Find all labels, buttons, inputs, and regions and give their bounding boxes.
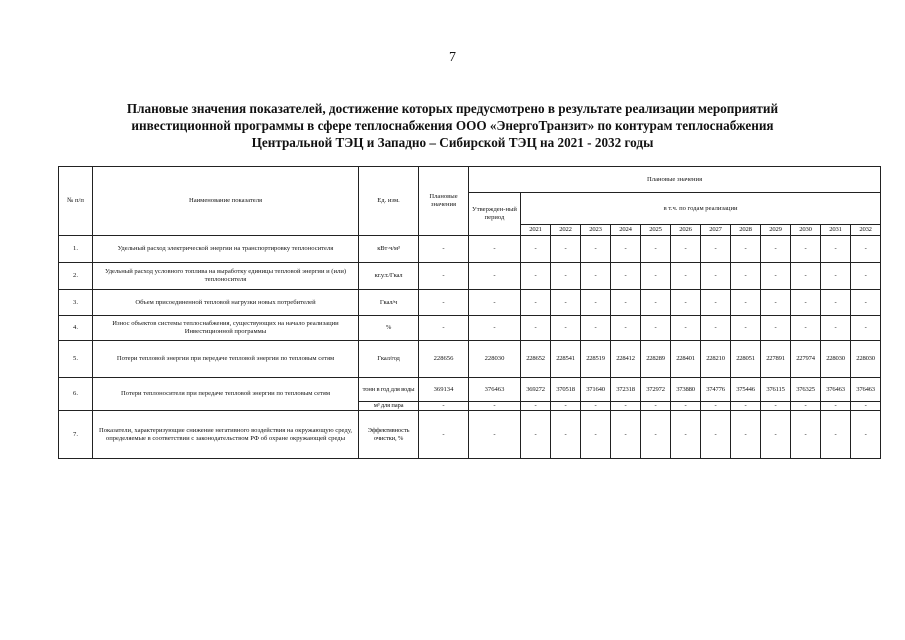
year-value: - <box>791 411 821 459</box>
year-value: 228541 <box>551 341 581 378</box>
unit-cell: м³ для пара <box>359 402 419 411</box>
year-value: 228401 <box>671 341 701 378</box>
year-value: - <box>731 402 761 411</box>
title-line-2: инвестиционной программы в сфере теплоснабжения ООО «ЭнергоТранзит» по контурам теплоснабжения <box>131 118 774 133</box>
year-value: - <box>701 263 731 290</box>
indicator-name: Потери тепловой энергии при передаче тепловой энергии по тепловым сетям <box>93 341 359 378</box>
year-value: - <box>671 411 701 459</box>
indicator-name: Удельный расход условного топлива на выработку единицы тепловой энергии и (или) теплоносителя <box>93 263 359 290</box>
year-value: - <box>641 236 671 263</box>
page-title <box>60 100 845 151</box>
table-row <box>59 411 881 459</box>
row-number: 5. <box>59 341 93 378</box>
year-value: - <box>701 402 731 411</box>
year-value: - <box>581 236 611 263</box>
year-value: 227891 <box>761 341 791 378</box>
year-value: 376463 <box>821 378 851 402</box>
planned-value: - <box>419 316 469 341</box>
indicator-name: Потери теплоносителя при передаче тепловой энергии по тепловым сетям <box>93 378 359 411</box>
year-value: 374776 <box>701 378 731 402</box>
year-value: - <box>611 402 641 411</box>
year-value: 372972 <box>641 378 671 402</box>
year-value: - <box>521 402 551 411</box>
year-value: - <box>521 316 551 341</box>
year-value: - <box>791 402 821 411</box>
year-value: - <box>701 411 731 459</box>
year-value: 228412 <box>611 341 641 378</box>
year-value: - <box>821 263 851 290</box>
year-value: 369272 <box>521 378 551 402</box>
year-value: - <box>851 263 881 290</box>
year-value: - <box>551 263 581 290</box>
header-year: 2027 <box>701 225 731 236</box>
title-line-3: Центральной ТЭЦ и Западно – Сибирской ТЭЦ на 2021 - 2032 годы <box>251 135 654 150</box>
year-value: - <box>701 316 731 341</box>
year-value: 371640 <box>581 378 611 402</box>
approved-period-value: - <box>469 236 521 263</box>
year-value: - <box>761 316 791 341</box>
year-value: 372318 <box>611 378 641 402</box>
year-value: - <box>731 316 761 341</box>
year-value: - <box>641 411 671 459</box>
year-value: - <box>761 236 791 263</box>
approved-period-value: - <box>469 263 521 290</box>
unit-cell: % <box>359 316 419 341</box>
year-value: - <box>641 316 671 341</box>
year-value: - <box>791 290 821 316</box>
header-by-years: в т.ч. по годам реализации <box>521 193 881 225</box>
row-number: 4. <box>59 316 93 341</box>
year-value: - <box>521 411 551 459</box>
year-value: - <box>551 411 581 459</box>
indicator-name: Объем присоединенной тепловой нагрузки новых потребителей <box>93 290 359 316</box>
year-value: - <box>641 402 671 411</box>
year-value: - <box>641 263 671 290</box>
year-value: - <box>821 411 851 459</box>
year-value: - <box>581 316 611 341</box>
year-value: - <box>611 236 641 263</box>
year-value: - <box>851 411 881 459</box>
year-value: - <box>851 290 881 316</box>
year-value: 228030 <box>851 341 881 378</box>
year-value: - <box>701 236 731 263</box>
unit-cell: тонн в год для воды <box>359 378 419 402</box>
year-value: - <box>821 290 851 316</box>
approved-period-value: - <box>469 290 521 316</box>
year-value: - <box>581 263 611 290</box>
year-value: - <box>551 290 581 316</box>
year-value: - <box>551 402 581 411</box>
page-number: 7 <box>449 50 456 65</box>
year-value: - <box>791 316 821 341</box>
year-value: - <box>821 236 851 263</box>
year-value: 228051 <box>731 341 761 378</box>
unit-cell: Гкал/год <box>359 341 419 378</box>
planned-value: - <box>419 411 469 459</box>
row-number: 6. <box>59 378 93 411</box>
year-value: 228210 <box>701 341 731 378</box>
year-value: - <box>671 402 701 411</box>
title-line-1: Плановые значения показателей, достижение которых предусмотрено в результате реализации мероприятий <box>126 101 779 116</box>
year-value: - <box>611 263 641 290</box>
row-number: 7. <box>59 411 93 459</box>
year-value: - <box>731 290 761 316</box>
row-number: 1. <box>59 236 93 263</box>
table-row <box>59 263 881 290</box>
year-value: - <box>851 316 881 341</box>
unit-cell: кг.у.т./Гкал <box>359 263 419 290</box>
year-value: - <box>521 263 551 290</box>
header-year: 2026 <box>671 225 701 236</box>
header-num: № п/п <box>59 167 93 236</box>
header-planned-group: Плановые значения <box>469 167 881 193</box>
header-year: 2028 <box>731 225 761 236</box>
year-value: - <box>551 236 581 263</box>
table-row <box>59 341 881 378</box>
year-value: - <box>671 263 701 290</box>
year-value: - <box>821 316 851 341</box>
unit-cell: Гкал/ч <box>359 290 419 316</box>
row-number: 3. <box>59 290 93 316</box>
year-value: - <box>581 411 611 459</box>
approved-period-value: - <box>469 402 521 411</box>
header-year: 2024 <box>611 225 641 236</box>
year-value: 376115 <box>761 378 791 402</box>
header-name: Наименование показателя <box>93 167 359 236</box>
year-value: - <box>521 236 551 263</box>
year-value: 375446 <box>731 378 761 402</box>
planned-value: - <box>419 236 469 263</box>
header-unit: Ед. изм. <box>359 167 419 236</box>
year-value: - <box>731 411 761 459</box>
year-value: - <box>731 263 761 290</box>
header-year: 2029 <box>761 225 791 236</box>
year-value: - <box>761 263 791 290</box>
unit-cell: Эффективность очистки, % <box>359 411 419 459</box>
year-value: 228519 <box>581 341 611 378</box>
header-planned: Плановые значения <box>419 167 469 236</box>
year-value: 376463 <box>851 378 881 402</box>
year-value: - <box>581 290 611 316</box>
year-value: - <box>521 290 551 316</box>
year-value: 228030 <box>821 341 851 378</box>
table-row <box>59 236 881 263</box>
year-value: - <box>551 316 581 341</box>
approved-period-value: 376463 <box>469 378 521 402</box>
header-year: 2031 <box>821 225 851 236</box>
year-value: - <box>761 411 791 459</box>
year-value: - <box>851 402 881 411</box>
row-number: 2. <box>59 263 93 290</box>
year-value: 373880 <box>671 378 701 402</box>
year-value: 228289 <box>641 341 671 378</box>
approved-period-value: - <box>469 316 521 341</box>
table-row <box>59 378 881 402</box>
year-value: - <box>761 402 791 411</box>
planned-value: - <box>419 290 469 316</box>
unit-cell: кВт·ч/м³ <box>359 236 419 263</box>
year-value: - <box>761 290 791 316</box>
planned-value: 228656 <box>419 341 469 378</box>
year-value: - <box>611 290 641 316</box>
year-value: 370518 <box>551 378 581 402</box>
indicator-name: Износ объектов системы теплоснабжения, существующих на начало реализации Инвестиционной программы <box>93 316 359 341</box>
planned-value: 369134 <box>419 378 469 402</box>
year-value: - <box>641 290 671 316</box>
year-value: - <box>791 263 821 290</box>
year-value: - <box>581 402 611 411</box>
year-value: - <box>611 411 641 459</box>
header-approved-period: Утвержден-ный период <box>469 193 521 236</box>
year-value: - <box>671 316 701 341</box>
header-year: 2030 <box>791 225 821 236</box>
indicator-name: Показатели, характеризующие снижение негативного воздействия на окружающую среду, определяемые в соответствии с законодательством РФ об охране окружающей среды <box>93 411 359 459</box>
year-value: - <box>671 236 701 263</box>
header-year: 2021 <box>521 225 551 236</box>
approved-period-value: - <box>469 411 521 459</box>
table-row <box>59 290 881 316</box>
planned-value: - <box>419 263 469 290</box>
year-value: - <box>821 402 851 411</box>
year-value: - <box>671 290 701 316</box>
year-value: - <box>791 236 821 263</box>
table-row <box>59 316 881 341</box>
header-year: 2023 <box>581 225 611 236</box>
year-value: 227974 <box>791 341 821 378</box>
planned-value: - <box>419 402 469 411</box>
year-value: - <box>851 236 881 263</box>
header-year: 2032 <box>851 225 881 236</box>
year-value: 376325 <box>791 378 821 402</box>
header-year: 2022 <box>551 225 581 236</box>
year-value: - <box>731 236 761 263</box>
year-value: - <box>701 290 731 316</box>
header-year: 2025 <box>641 225 671 236</box>
year-value: 228652 <box>521 341 551 378</box>
indicator-name: Удельный расход электрической энергии на транспортировку теплоносителя <box>93 236 359 263</box>
year-value: - <box>611 316 641 341</box>
indicators-table <box>58 166 881 459</box>
approved-period-value: 228030 <box>469 341 521 378</box>
